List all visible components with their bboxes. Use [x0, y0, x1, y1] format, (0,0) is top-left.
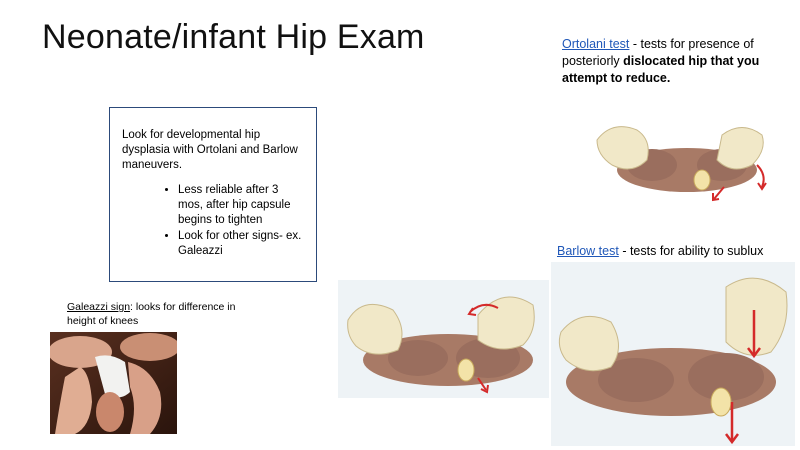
info-box [109, 107, 317, 282]
galeazzi-photo [50, 332, 177, 434]
galeazzi-description: : looks for difference in height of knees [67, 301, 236, 327]
ortolani-description: - tests for presence of posteriorly [562, 37, 754, 68]
ortolani-description-block [562, 36, 762, 87]
galeazzi-link[interactable]: Galeazzi sign [67, 301, 131, 313]
info-box-intro: Look for developmental hip dysplasia with Ortolani and Barlow maneuvers. [122, 129, 298, 171]
barlow-description: - tests for ability to sublux [622, 244, 764, 258]
barlow-illustration-right [551, 262, 795, 446]
ortolani-link[interactable]: Ortolani test [562, 37, 630, 51]
bullet-item: • Look for other signs- ex. Galeazzi [178, 229, 306, 259]
bullet-item: • Less reliable after 3 mos, after hip capsule begins to tighten [178, 183, 306, 228]
barlow-illustration-left [338, 280, 549, 398]
ortolani-illustration [592, 115, 774, 207]
slide-title: Neonate/infant Hip Exam [42, 18, 425, 56]
info-box-bullets [122, 183, 306, 259]
ortolani-bold-text: dislocated hip that you attempt to reduce. [562, 54, 760, 85]
barlow-link[interactable]: Barlow test [557, 244, 619, 258]
galeazzi-caption [67, 300, 257, 328]
